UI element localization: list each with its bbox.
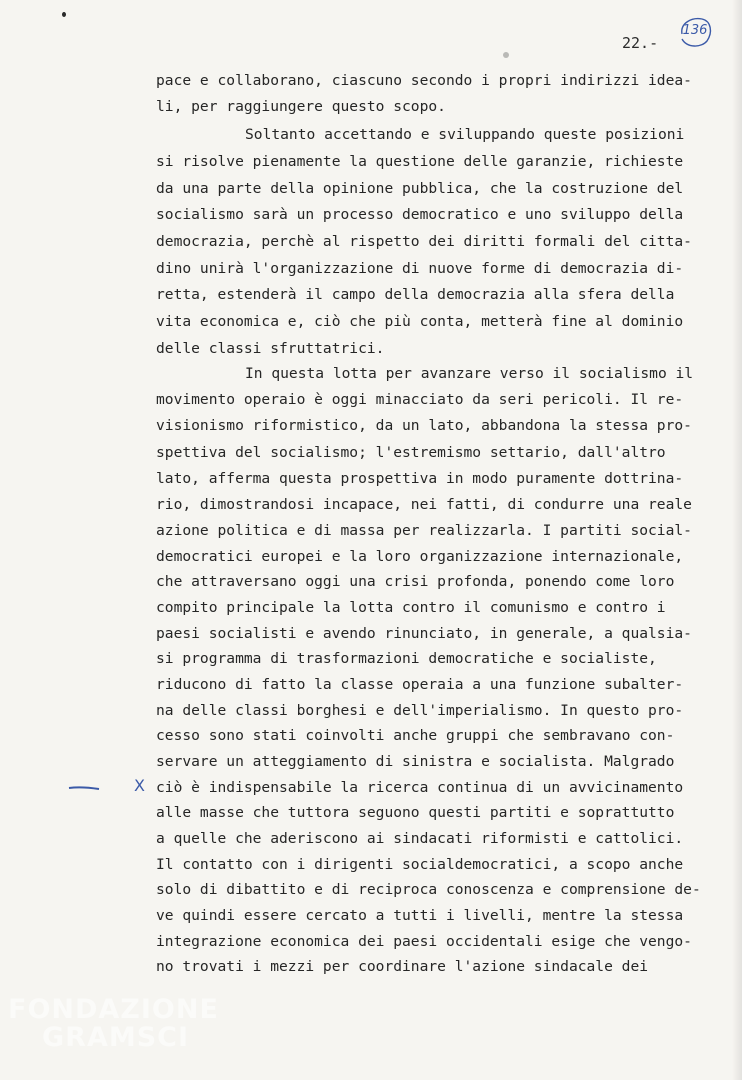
text-line: si risolve pienamente la questione delle garanzie, richieste	[156, 153, 684, 170]
text-line: ve quindi essere cercato a tutti i livelli, mentre la stessa	[156, 907, 684, 924]
page-number: 22.-	[622, 34, 659, 52]
text-line: compito principale la lotta contro il comunismo e contro i	[156, 599, 666, 616]
text-line: servare un atteggiamento di sinistra e socialista. Malgrado	[156, 753, 675, 770]
text-line: si programma di trasformazioni democratiche e socialiste,	[156, 650, 657, 667]
margin-dash-mark	[68, 784, 100, 792]
text-line: rio, dimostrandosi incapace, nei fatti, di condurre una reale	[156, 496, 692, 513]
text-line: li, per raggiungere questo scopo.	[156, 98, 446, 115]
watermark-line: FONDAZIONE	[8, 994, 219, 1025]
text-line: visionismo riformistico, da un lato, abbandona la stessa pro-	[156, 417, 692, 434]
text-line: pace e collaborano, ciascuno secondo i propri indirizzi idea-	[156, 72, 692, 89]
text-line: integrazione economica dei paesi occidentali esige che vengo-	[156, 933, 692, 950]
margin-x-mark: X	[134, 776, 145, 795]
text-line: In questa lotta per avanzare verso il socialismo il	[245, 365, 694, 382]
text-line: vita economica e, ciò che più conta, metterà fine al dominio	[156, 313, 684, 330]
text-line: cesso sono stati coinvolti anche gruppi che sembravano con-	[156, 727, 675, 744]
text-line: Il contatto con i dirigenti socialdemocratici, a scopo anche	[156, 856, 684, 873]
page-edge-shadow	[732, 0, 742, 1080]
text-line: alle masse che tuttora seguono questi partiti e soprattutto	[156, 804, 675, 821]
text-line: na delle classi borghesi e dell'imperialismo. In questo pro-	[156, 702, 684, 719]
folio-number: 136	[682, 23, 708, 38]
text-line: dino unirà l'organizzazione di nuove forme di democrazia di-	[156, 260, 684, 277]
text-line: solo di dibattito e di reciproca conoscenza e comprensione de-	[156, 881, 701, 898]
text-line: delle classi sfruttatrici.	[156, 340, 385, 357]
ink-dot-mark	[62, 12, 66, 17]
text-line: Soltanto accettando e sviluppando queste posizioni	[245, 126, 685, 143]
text-line: spettiva del socialismo; l'estremismo settario, dall'altro	[156, 444, 666, 461]
text-line: ciò è indispensabile la ricerca continua di un avvicinamento	[156, 779, 684, 796]
text-line: lato, afferma questa prospettiva in modo puramente dottrina-	[156, 470, 684, 487]
text-line: a quelle che aderiscono ai sindacati riformisti e cattolici.	[156, 830, 684, 847]
text-line: socialismo sarà un processo democratico e uno sviluppo della	[156, 206, 684, 223]
text-line: riducono di fatto la classe operaia a una funzione subalter-	[156, 676, 684, 693]
archive-watermark	[8, 996, 219, 1052]
text-line: azione politica e di massa per realizzarla. I partiti social-	[156, 522, 692, 539]
text-line: movimento operaio è oggi minacciato da seri pericoli. Il re-	[156, 391, 684, 408]
text-line: retta, estenderà il campo della democrazia alla sfera della	[156, 286, 675, 303]
watermark-line: GRAMSCI	[42, 1022, 190, 1053]
paper-speck	[503, 52, 509, 58]
text-line: paesi socialisti e avendo rinunciato, in generale, a qualsia-	[156, 625, 692, 642]
text-line: da una parte della opinione pubblica, che la costruzione del	[156, 180, 684, 197]
text-line: democratici europei e la loro organizzazione internazionale,	[156, 548, 684, 565]
text-line: no trovati i mezzi per coordinare l'azione sindacale dei	[156, 958, 649, 975]
text-line: che attraversano oggi una crisi profonda, ponendo come loro	[156, 573, 675, 590]
folio-stamp	[676, 14, 714, 50]
text-line: democrazia, perchè al rispetto dei diritti formali del citta-	[156, 233, 692, 250]
